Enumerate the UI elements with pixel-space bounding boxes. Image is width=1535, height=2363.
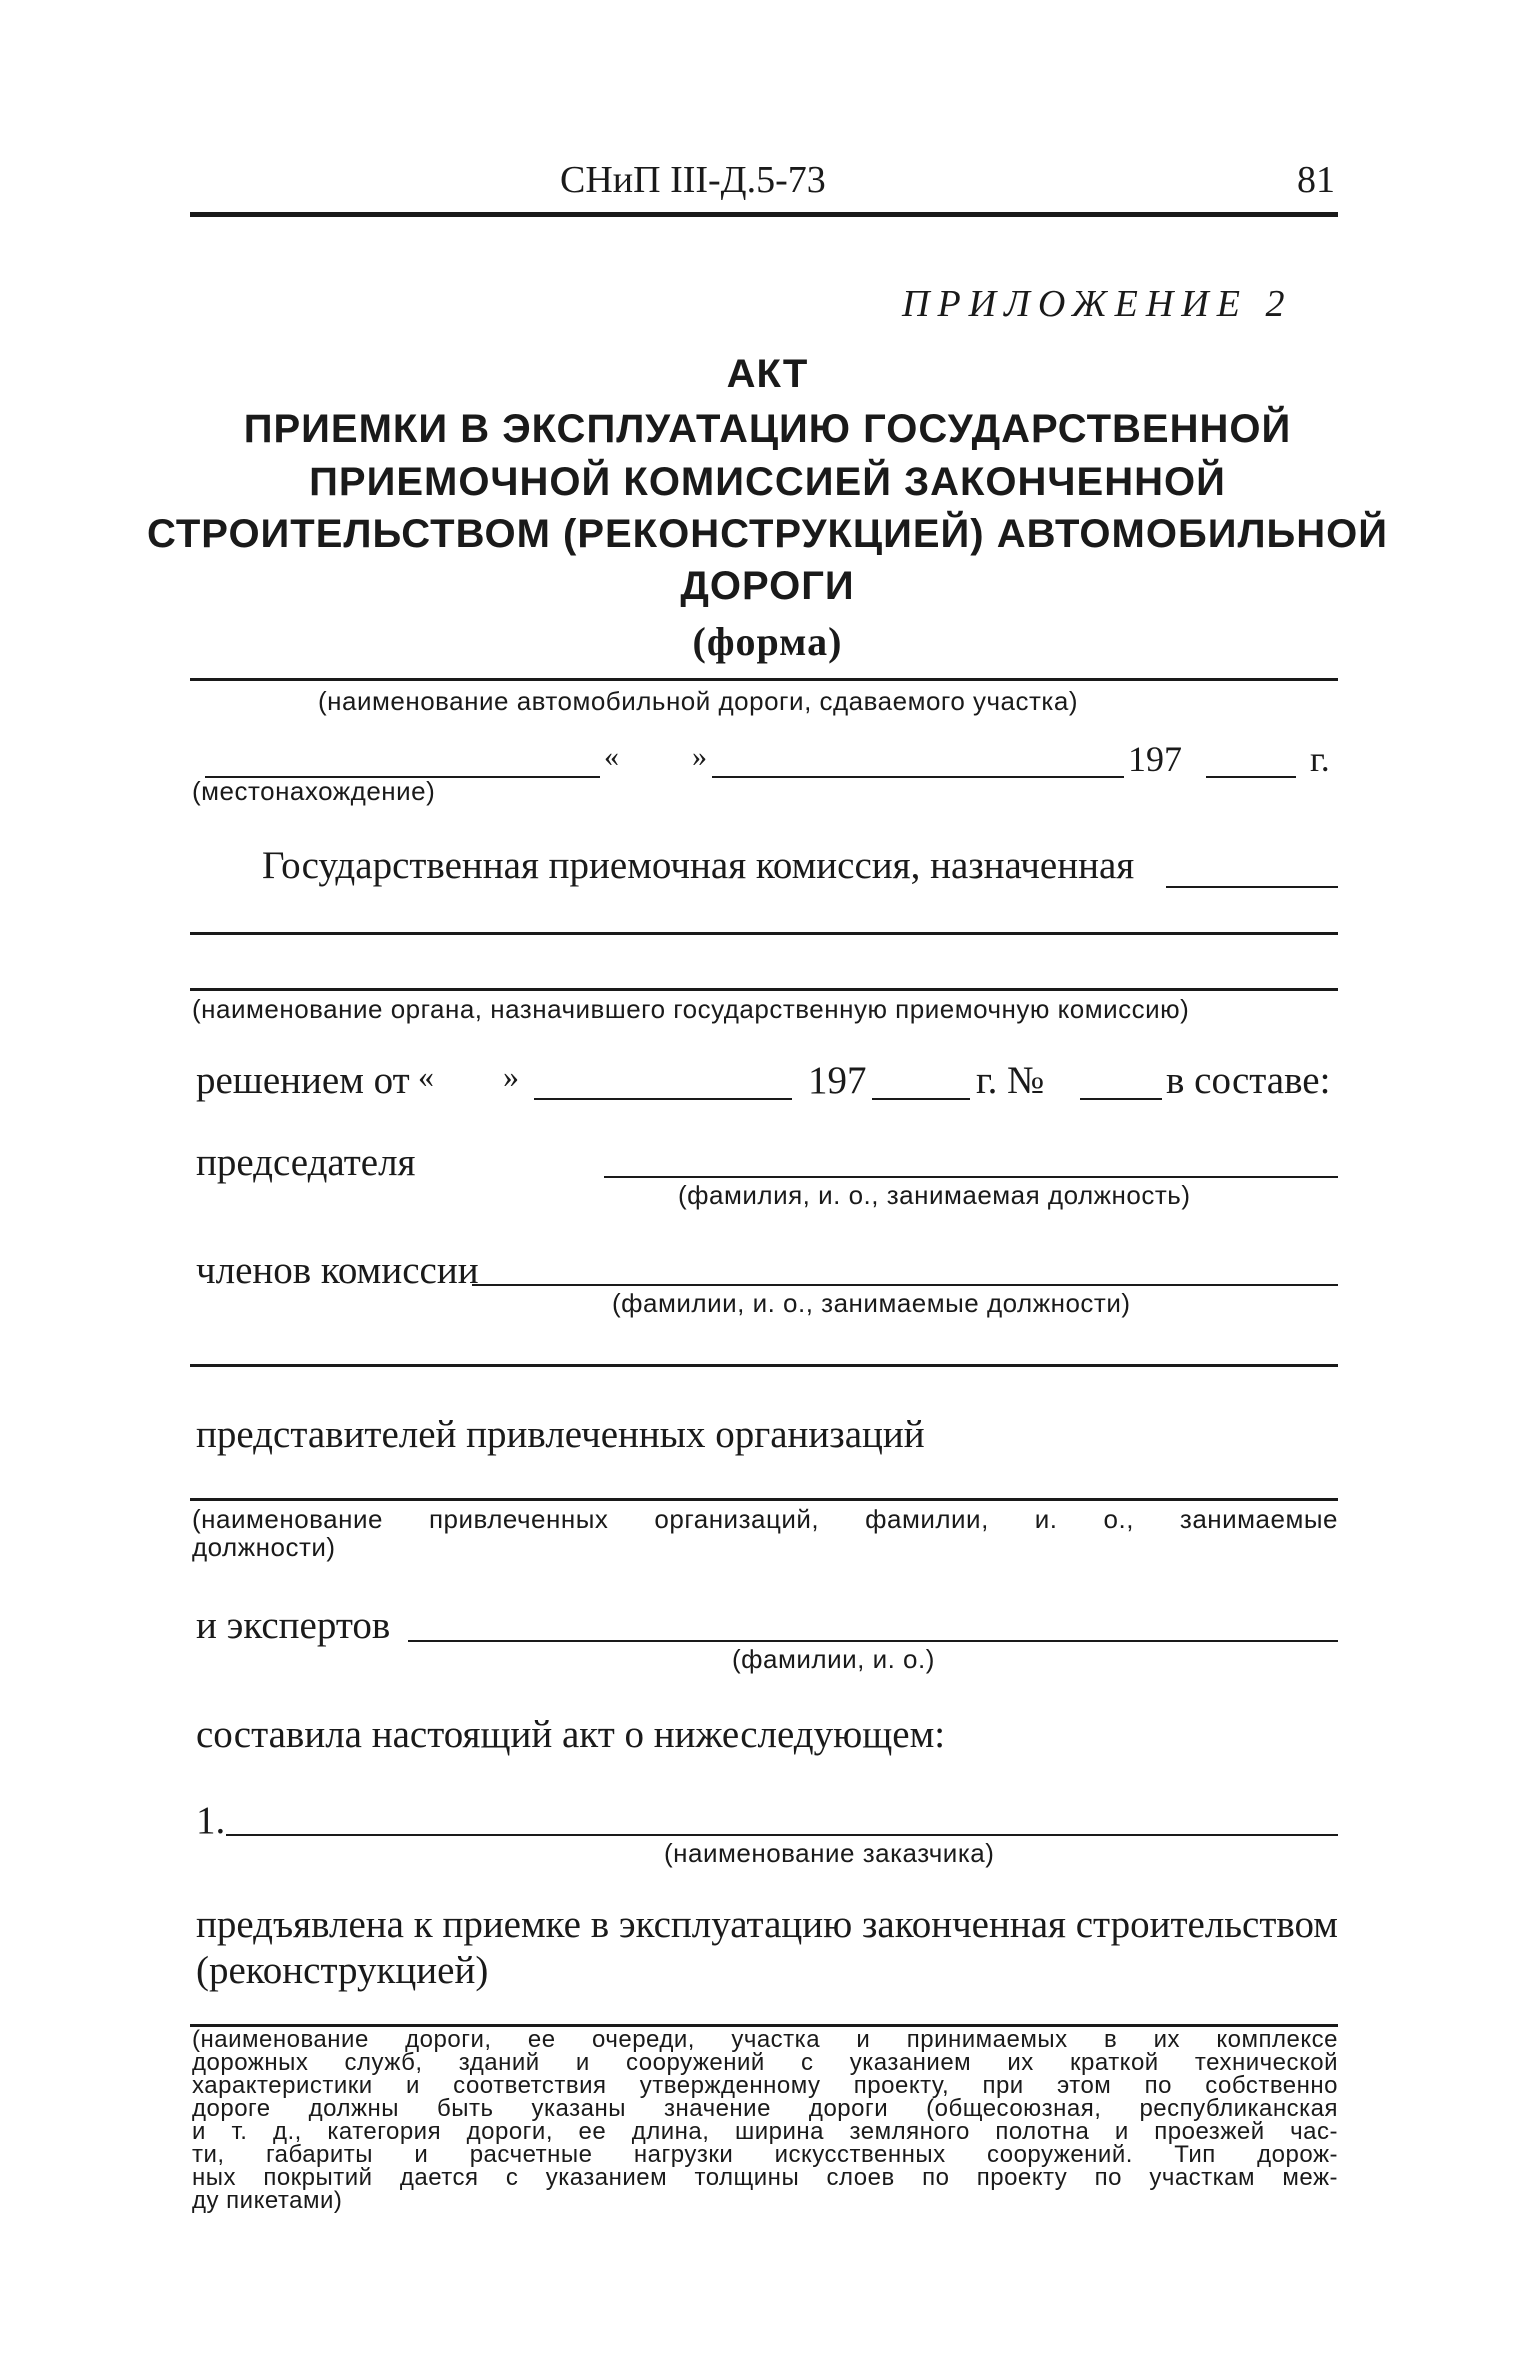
decision-date-blank xyxy=(534,1098,792,1100)
commission-text: Государственная приемочная комиссия, назначенная xyxy=(262,844,1135,887)
chairman-caption: (фамилия, и. о., занимаемая должность) xyxy=(678,1180,1191,1210)
title-line-4: СТРОИТЕЛЬСТВОМ (РЕКОНСТРУКЦИЕЙ) АВТОМОБИЛЬНОЙ xyxy=(146,512,1389,556)
appendix-label: ПРИЛОЖЕНИЕ 2 xyxy=(902,283,1293,325)
road-desc-line-5: и т. д., категория дороги, ее длина, ширина земляного полотна и проезжей час- xyxy=(192,2118,1338,2145)
chairman-blank xyxy=(604,1176,1338,1178)
experts-blank xyxy=(408,1640,1338,1642)
organ-line-1 xyxy=(190,932,1338,935)
date-blank xyxy=(712,776,1124,778)
road-desc-line-4: дороге должны быть указаны значение дороги (общесоюзная, республиканская xyxy=(192,2095,1338,2122)
road-desc-line-2: дорожных служб, зданий и сооружений с указанием их краткой технической xyxy=(192,2049,1338,2076)
title-line-2: ПРИЕМКИ В ЭКСПЛУАТАЦИЮ ГОСУДАРСТВЕННОЙ xyxy=(243,407,1292,451)
customer-caption: (наименование заказчика) xyxy=(664,1838,995,1868)
title-line-1: АКТ xyxy=(726,352,809,396)
decision-prefix: решением от xyxy=(196,1059,410,1102)
decision-year-blank xyxy=(872,1098,970,1100)
header-rule xyxy=(190,212,1338,217)
road-desc-line-1: (наименование дороги, ее очереди, участка и принимаемых в их комплексе xyxy=(192,2026,1338,2053)
document-code: СНиП III-Д.5-73 xyxy=(560,159,826,201)
decision-quote-open: « xyxy=(418,1058,434,1094)
reps-caption-line-2: должности) xyxy=(192,1532,336,1562)
location-caption: (местонахождение) xyxy=(192,776,436,806)
decision-number-blank xyxy=(1080,1098,1162,1100)
date-quote-open: « xyxy=(604,740,619,773)
compiled-text: составила настоящий акт о нижеследующем: xyxy=(196,1713,946,1756)
decision-quote-close: » xyxy=(503,1058,519,1094)
road-desc-line-3: характеристики и соответствия утвержденному проекту, при этом по собственно xyxy=(192,2072,1338,2099)
commission-blank xyxy=(1166,886,1338,888)
title-line-3: ПРИЕМОЧНОЙ КОМИССИЕЙ ЗАКОНЧЕННОЙ xyxy=(309,460,1226,504)
customer-blank xyxy=(226,1834,1338,1836)
organ-caption: (наименование органа, назначившего государственную приемочную комиссию) xyxy=(192,994,1190,1024)
reps-line xyxy=(190,1498,1338,1501)
presented-line-2: (реконструкцией) xyxy=(196,1949,489,1992)
road-desc-caption xyxy=(192,2028,1338,2212)
item-1-number: 1. xyxy=(196,1799,226,1842)
title-line-5: ДОРОГИ xyxy=(680,564,855,608)
presented-line-1: предъявлена к приемке в эксплуатацию законченная строительством xyxy=(196,1903,1338,1946)
members-label: членов комиссии xyxy=(196,1249,479,1292)
members-line-2 xyxy=(190,1364,1338,1367)
date-quote-close: » xyxy=(692,740,707,773)
chairman-label: председателя xyxy=(196,1141,416,1184)
road-desc-line-6: ти, габариты и расчетные нагрузки искусственных сооружений. Тип дорож- xyxy=(192,2141,1338,2168)
road-name-caption: (наименование автомобильной дороги, сдаваемого участка) xyxy=(318,686,1078,716)
decision-suffix: в составе: xyxy=(1166,1059,1331,1102)
reps-caption-line-1: (наименование привлеченных организаций, фамилии, и. о., занимаемые xyxy=(192,1504,1338,1534)
year-blank xyxy=(1206,776,1296,778)
decision-year-prefix: 197 xyxy=(808,1059,867,1102)
experts-caption: (фамилии, и. о.) xyxy=(732,1644,935,1674)
reps-text: представителей привлеченных организаций xyxy=(196,1413,925,1456)
experts-label: и экспертов xyxy=(196,1604,391,1647)
date-year-prefix: 197 xyxy=(1128,739,1182,779)
page-number: 81 xyxy=(1297,159,1335,201)
decision-number-label: г. № xyxy=(976,1059,1045,1102)
title-form: (форма) xyxy=(692,619,843,664)
date-year-suffix: г. xyxy=(1310,739,1330,779)
organ-line-2 xyxy=(190,988,1338,991)
members-blank xyxy=(472,1284,1338,1286)
members-caption: (фамилии, и. о., занимаемые должности) xyxy=(612,1288,1131,1318)
road-desc-line-8: ду пикетами) xyxy=(192,2187,343,2214)
road-desc-line-7: ных покрытий дается с указанием толщины слоев по проекту по участкам меж- xyxy=(192,2164,1338,2191)
road-name-line xyxy=(190,678,1338,681)
